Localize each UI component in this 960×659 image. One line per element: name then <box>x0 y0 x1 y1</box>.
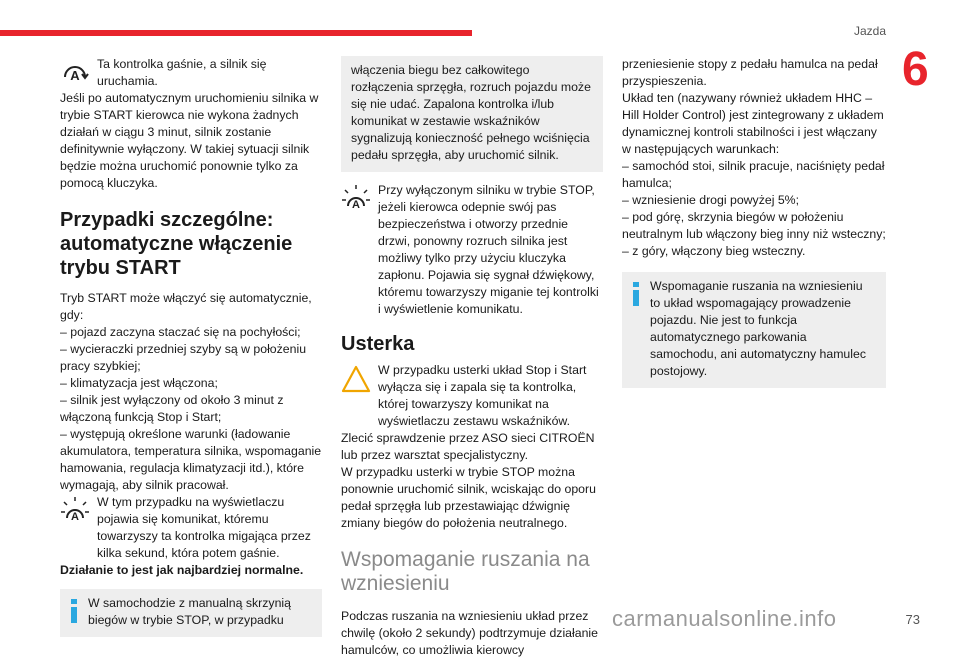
bullet-item: – wycieraczki przedniej szyby są w położeniu pracy szybkiej; <box>60 342 307 373</box>
info-box-manual-gearbox <box>60 589 322 637</box>
watermark: carmanualsonline.info <box>612 606 837 631</box>
info-box-text: W samochodzie z manualną skrzynią biegów w trybie STOP, w przypadku <box>88 596 291 627</box>
page-number: 73 <box>905 612 920 627</box>
info-icon <box>632 282 640 306</box>
chapter-number: 6 <box>902 43 929 96</box>
auto-start-icon-note <box>60 56 322 90</box>
bullet-item: – z góry, włączony bieg wsteczny. <box>622 244 806 258</box>
para-hill-intro: Podczas ruszania na wzniesieniu układ przez chwilę (około 2 sekundy) podtrzymuje działanie hamulców, co umożliwia kierowcy <box>341 609 598 657</box>
warn-para: W przypadku usterki układ Stop i Start wyłącza się i zapala się ta kontrolka, której towarzyszy komunikat na wyświetlaczu zestawu wskaźników. <box>378 363 587 428</box>
seatbelt-icon-note <box>341 182 603 318</box>
info-box-hill-assist <box>622 272 886 388</box>
svg-text:A: A <box>71 511 79 523</box>
auto-start-flashing-icon <box>341 184 371 214</box>
column-1 <box>60 56 322 637</box>
para-auto-restart: Jeśli po automatycznym uruchomieniu silnika w trybie START kierowca nie wykona żadnych działań w ciągu 3 minut, silnik zostanie definitywnie wyłączony. W takiej sytuacji silnik będzie można uruchomić ponownie tylko za pomocą kluczyka. <box>60 91 319 190</box>
heading-fault: Usterka <box>341 333 415 355</box>
icon-para-flashing: W tym przypadku na wyświetlaczu pojawia się komunikat, któremu towarzyszy ta kontrolka migająca przez kilka sekund, która potem gaśnie. <box>97 495 311 560</box>
bold-normal-note: Działanie to jest jak najbardziej normalne. <box>60 563 304 577</box>
auto-start-a-icon <box>60 58 90 88</box>
info-box-cont-text: włączenia biegu bez całkowitego rozłączenia sprzęgła, rozruch pojazdu może się nie udać. Zapalona kontrolka i/lub komunikat w zestawie wskaźników sygnalizują konieczność pełnego wciśnięcia pedału sprzęgła, aby uruchomić silnik. <box>351 63 591 162</box>
icon-para-lamp-off: Ta kontrolka gaśnie, a silnik się uruchamia. <box>97 57 267 88</box>
section-title: Jazda <box>853 24 886 38</box>
bullet-item: – pojazd zaczyna staczać się na pochyłości; <box>60 325 301 339</box>
info-icon <box>70 599 78 623</box>
bullet-item: – samochód stoi, silnik pracuje, naciśnięty pedał hamulca; <box>622 159 885 190</box>
bullet-item: – występują określone warunki (ładowanie akumulatora, temperatura silnika, wspomaganie hamowania, regulacja klimatyzacji itd.), które wymagają, aby silnik pracował. <box>60 427 322 492</box>
bullet-item: – silnik jest wyłączony od około 3 minut z włączoną funkcją Stop i Start; <box>60 393 284 424</box>
column-2 <box>341 56 603 659</box>
warning-icon-note <box>341 362 603 430</box>
heading-special-cases: Przypadki szczególne: automatyczne włączenie trybu START <box>60 209 293 279</box>
para-intro-start: Tryb START może włączyć się automatycznie, gdy: <box>60 291 312 322</box>
info-box-continued <box>341 56 603 172</box>
svg-text:A: A <box>352 199 360 211</box>
svg-text:A: A <box>70 68 80 83</box>
info-box-hill-text: Wspomaganie ruszania na wzniesieniu to układ wspomagający prowadzenie pojazdu. Nie jest to funkcja automatycznego parkowania samochodu, ani automatyczny hamulec postojowy. <box>650 279 866 378</box>
flashing-lamp-icon-note <box>60 494 322 562</box>
warning-triangle-icon <box>341 364 371 394</box>
bullet-item: – klimatyzacja jest włączona; <box>60 376 218 390</box>
bullet-item: – wzniesienie drogi powyżej 5%; <box>622 193 800 207</box>
heading-hill-start: Wspomaganie ruszania na wzniesieniu <box>341 548 590 595</box>
para-stop-fault: W przypadku usterki w trybie STOP można ponownie uruchomić silnik, wciskając do oporu pedał sprzęgła lub przestawiając dźwignię zmiany biegów do położenia neutralnego. <box>341 465 596 530</box>
icon-para-seatbelt: Przy wyłączonym silniku w trybie STOP, jeżeli kierowca odepnie swój pas bezpieczeństwa i otworzy przednie drzwi, ponowny rozruch silnika jest możliwy tylko przy użyciu kluczyka zapłonu. Pojawia się sygnał dźwiękowy, któremu towarzyszy miganie tej kontrolki i wyświetlenie komunikatu. <box>378 183 599 316</box>
bullet-item: – pod górę, skrzynia biegów w położeniu neutralnym lub włączony bieg inny niż wsteczny; <box>622 210 886 241</box>
auto-start-flashing-icon <box>60 496 90 526</box>
top-accent-bar <box>0 30 472 36</box>
column-3 <box>622 56 886 388</box>
para-foot-transfer: przeniesienie stopy z pedału hamulca na pedał przyspieszenia. <box>622 57 878 88</box>
para-hhc: Układ ten (nazywany również układem HHC – Hill Holder Control) jest zintegrowany z układem dynamicznej kontroli stabilności i jest włączany w następujących warunkach: <box>622 91 884 156</box>
para-service: Zlecić sprawdzenie przez ASO sieci CITROËN lub przez warsztat specjalistyczny. <box>341 431 595 462</box>
